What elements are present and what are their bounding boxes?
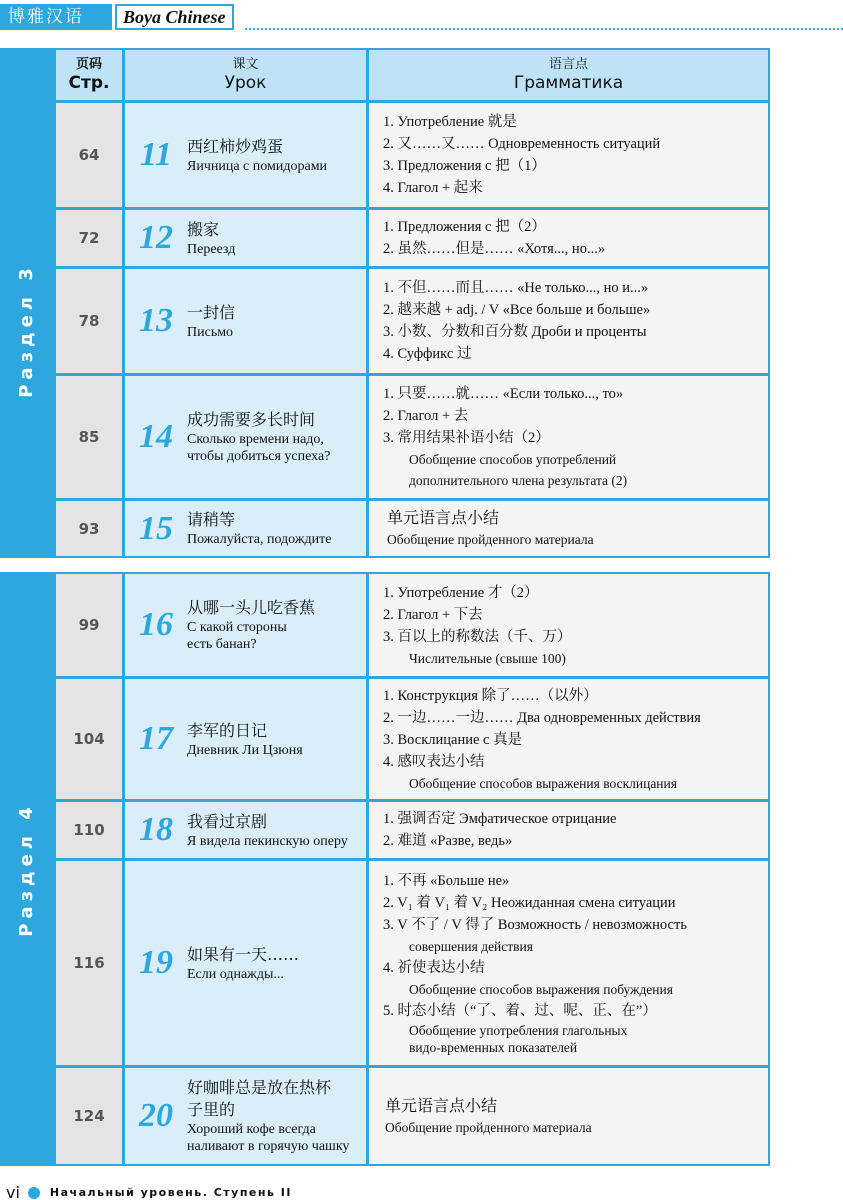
lesson-20-page[interactable]: 124 bbox=[56, 1068, 122, 1164]
book-title-zh: 博雅汉语 bbox=[0, 4, 112, 30]
bullet-dot-icon bbox=[28, 1187, 40, 1199]
book-title-en: Boya Chinese bbox=[115, 4, 234, 30]
lesson-15-page[interactable]: 93 bbox=[56, 501, 122, 556]
lesson-20-title[interactable]: 20 好咖啡总是放在热杯 子里的 Хороший кофе всегда наливают в горячую чашку bbox=[125, 1068, 366, 1164]
lesson-15-grammar: 单元语言点小结 Обобщение пройденного материала bbox=[369, 501, 768, 556]
lesson-15-title[interactable]: 15 请稍等 Пожалуйста, подождите bbox=[125, 501, 366, 556]
lesson-19-page[interactable]: 116 bbox=[56, 861, 122, 1065]
lesson-11-title[interactable]: 11 西红柿炒鸡蛋 Яичница с помидорами bbox=[125, 103, 366, 207]
lesson-17-page[interactable]: 104 bbox=[56, 679, 122, 799]
lesson-14-grammar: 1. 只要……就…… «Если только..., то» 2. Глагол + 去 3. 常用结果补语小结（2） Обобщение способов употреблений дополнительного члена результата (2) bbox=[369, 376, 768, 498]
lesson-13-page[interactable]: 78 bbox=[56, 269, 122, 373]
col-header-page: 页码 Стр. bbox=[56, 50, 122, 100]
level-label: Начальный уровень. Ступень II bbox=[49, 1186, 292, 1199]
lesson-19-title[interactable]: 19 如果有一天…… Если однажды... bbox=[125, 861, 366, 1065]
section-4 bbox=[0, 572, 770, 1166]
lesson-14-page[interactable]: 85 bbox=[56, 376, 122, 498]
page-footer bbox=[6, 1183, 292, 1200]
col-header-lesson: 课文 Урок bbox=[125, 50, 366, 100]
lesson-13-title[interactable]: 13 一封信 Письмо bbox=[125, 269, 366, 373]
section-4-label: Раздел 4 bbox=[15, 801, 37, 937]
lesson-16-page[interactable]: 99 bbox=[56, 574, 122, 676]
lesson-12-title[interactable]: 12 搬家 Переезд bbox=[125, 210, 366, 266]
header-divider bbox=[245, 28, 843, 30]
lesson-19-grammar: 1. 不再 «Больше не» 2. V₁ 着 V₁ 着 V₂ Неожиданная смена ситуации 3. V 不了 / V 得了 Возможность / невозможность совершения действия 4. 祈使表达小结 Обобщение способов выражения побуждения 5. 时态小结（“了、着、过、呢、正、在”） Обобщение употребления глагольных видо-временных показателей bbox=[369, 861, 768, 1065]
lesson-17-title[interactable]: 17 李军的日记 Дневник Ли Цзюня bbox=[125, 679, 366, 799]
lesson-14-title[interactable]: 14 成功需要多长时间 Сколько времени надо, чтобы добиться успеха? bbox=[125, 376, 366, 498]
lesson-11-grammar: 1. Употребление 就是 2. 又……又…… Одновременность ситуаций 3. Предложения с 把（1） 4. Глагол + 起来 bbox=[369, 103, 768, 207]
lesson-12-page[interactable]: 72 bbox=[56, 210, 122, 266]
lesson-16-title[interactable]: 16 从哪一头儿吃香蕉 С какой стороны есть банан? bbox=[125, 574, 366, 676]
lesson-18-page[interactable]: 110 bbox=[56, 802, 122, 858]
lesson-18-title[interactable]: 18 我看过京剧 Я видела пекинскую оперу bbox=[125, 802, 366, 858]
lesson-11-page[interactable]: 64 bbox=[56, 103, 122, 207]
lesson-20-grammar: 单元语言点小结 Обобщение пройденного материала bbox=[369, 1068, 768, 1164]
col-header-grammar: 语言点 Грамматика bbox=[369, 50, 768, 100]
lesson-12-grammar: 1. Предложения с 把（2） 2. 虽然……但是…… «Хотя..., но...» bbox=[369, 210, 768, 266]
lesson-17-grammar: 1. Конструкция 除了……（以外） 2. 一边……一边…… Два одновременных действия 3. Восклицание с 真是 4. 感叹表达小结 Обобщение способов выражения восклицания bbox=[369, 679, 768, 799]
section-3 bbox=[0, 48, 770, 558]
lesson-16-grammar: 1. Употребление 才（2） 2. Глагол + 下去 3. 百以上的称数法（千、万） Числительные (свыше 100) bbox=[369, 574, 768, 676]
section-3-label: Раздел 3 bbox=[15, 262, 37, 398]
page-number: vi bbox=[6, 1183, 20, 1200]
lesson-18-grammar: 1. 强调否定 Эмфатическое отрицание 2. 难道 «Разве, ведь» bbox=[369, 802, 768, 858]
lesson-13-grammar: 1. 不但……而且…… «Не только..., но и...» 2. 越来越 + adj. / V «Все больше и больше» 3. 小数、分数和百分数 Дроби и проценты 4. Суффикс 过 bbox=[369, 269, 768, 373]
